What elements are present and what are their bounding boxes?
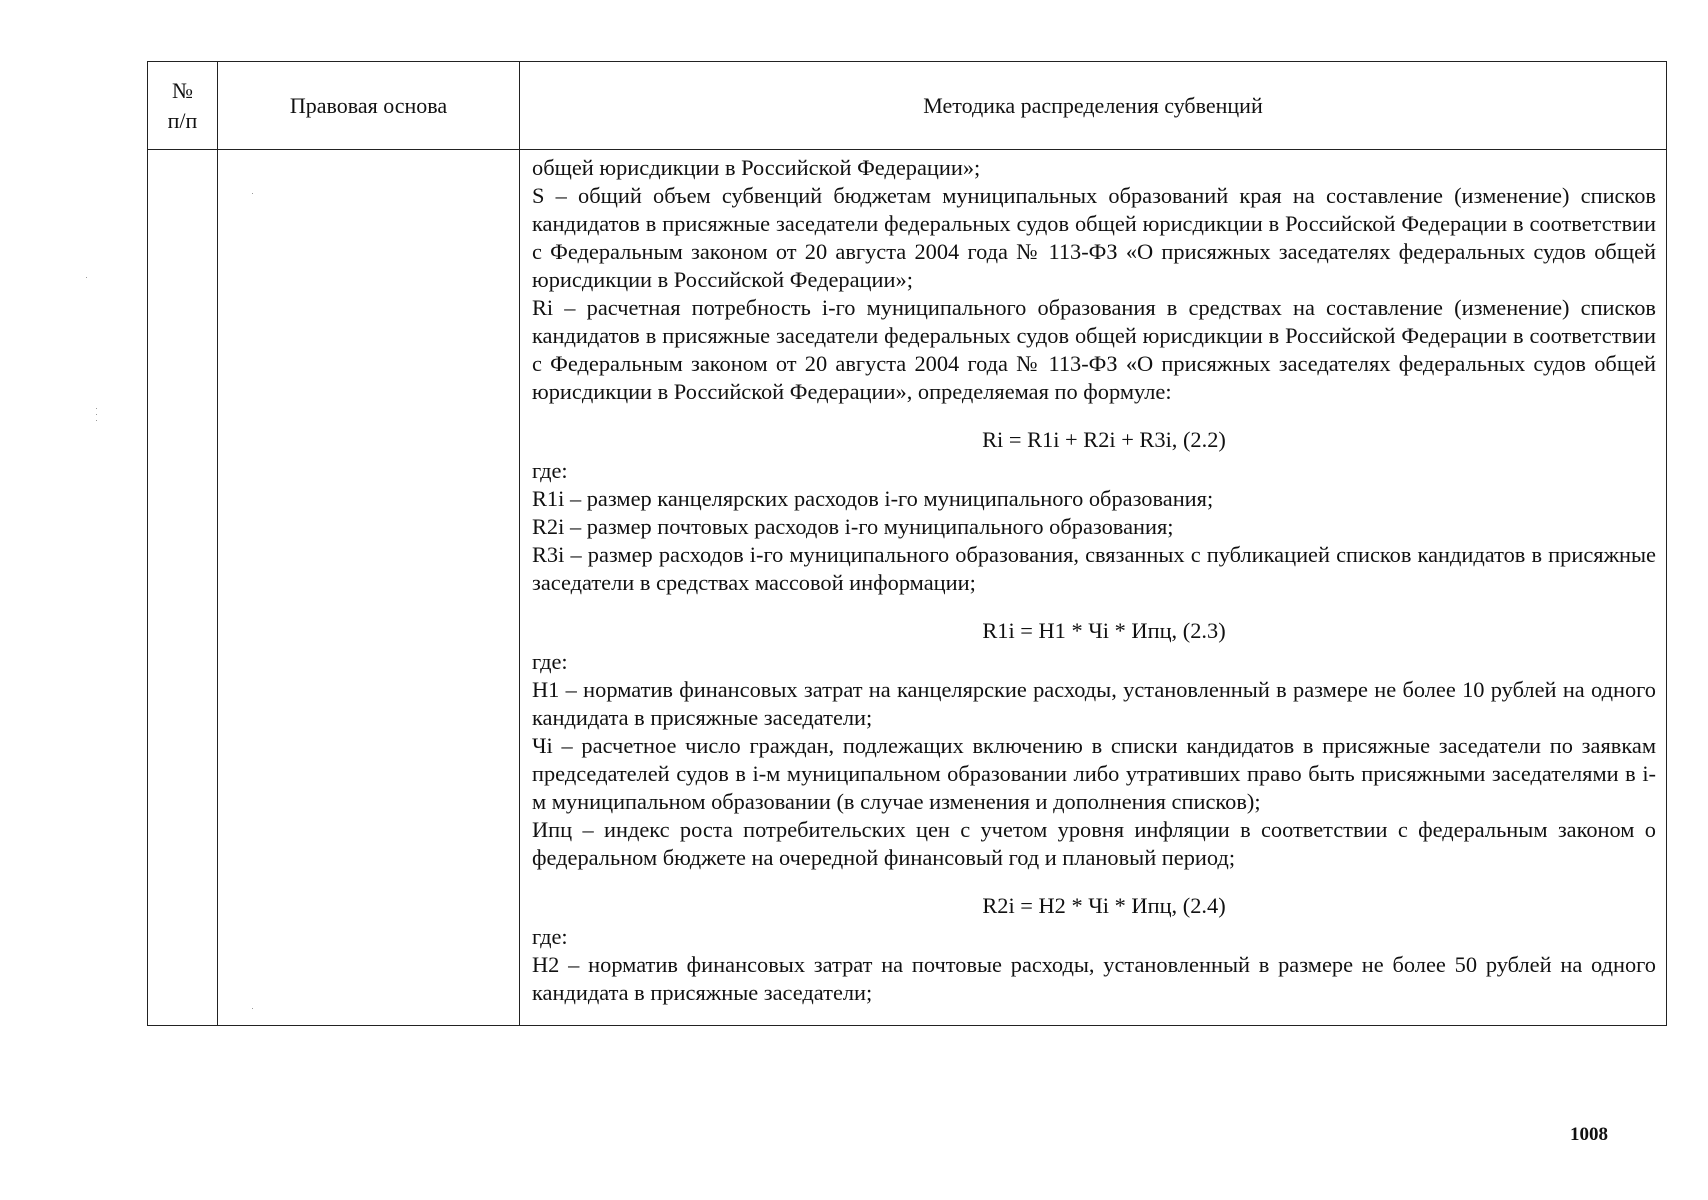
scan-artifact [96, 414, 97, 415]
scan-artifact [86, 277, 87, 278]
paragraph-ipc-definition: Ипц – индекс роста потребительских цен с учетом уровня инфляции в соответствии с федеральным законом о федеральном бюджете на очередной финансовый год и плановый период; [532, 817, 1656, 870]
paragraph-r2i-definition: R2i – размер почтовых расходов i-го муниципального образования; [532, 514, 1174, 539]
header-number [148, 62, 218, 150]
cell-number [148, 150, 218, 1026]
paragraph-n1-definition: Н1 – норматив финансовых затрат на канцелярские расходы, установленный в размере не более 10 рублей на одного кандидата в присяжные заседатели; [532, 677, 1656, 730]
table-row [148, 150, 1667, 1026]
scan-artifact [252, 193, 253, 194]
where-label-2: где: [532, 649, 568, 674]
header-legal-basis: Правовая основа [218, 62, 520, 150]
where-label-1: где: [532, 458, 568, 483]
paragraph-chi-definition: Чi – расчетное число граждан, подлежащих включению в списки кандидатов в присяжные заседатели по заявкам председателей судов в i-м муниципальном образовании либо утративших право быть присяжными заседателями в i-м муниципальном образовании (в случае изменения и дополнения списков); [532, 733, 1656, 814]
scan-artifact [96, 408, 97, 409]
scan-artifact [252, 1008, 253, 1009]
methodology-text [532, 154, 1656, 1007]
header-number-line1: № [172, 77, 193, 103]
page-number: 1008 [1570, 1124, 1608, 1145]
cell-legal-basis [218, 150, 520, 1026]
formula-2-4: R2i = Н2 * Чi * Ипц, (2.4) [982, 893, 1226, 918]
paragraph-n2-definition: Н2 – норматив финансовых затрат на почтовые расходы, установленный в размере не более 50 рублей на одного кандидата в присяжные заседатели; [532, 952, 1656, 1005]
cell-methodology [520, 150, 1667, 1026]
header-number-line2: п/п [167, 107, 198, 133]
where-label-3: где: [532, 924, 568, 949]
header-methodology: Методика распределения субвенций [520, 62, 1667, 150]
formula-2-2: Ri = R1i + R2i + R3i, (2.2) [982, 427, 1226, 452]
scan-artifact [96, 420, 97, 421]
paragraph-continuation: общей юрисдикции в Российской Федерации»; [532, 155, 981, 180]
paragraph-r3i-definition: R3i – размер расходов i-го муниципального образования, связанных с публикацией списков кандидатов в присяжные заседатели в средствах массовой информации; [532, 542, 1656, 595]
paragraph-s-definition: S – общий объем субвенций бюджетам муниципальных образований края на составление (изменение) списков кандидатов в присяжные заседатели федеральных судов общей юрисдикции в Российской Федерации в соответствии с Федеральным законом от 20 августа 2004 года № 113-ФЗ «О присяжных заседателях федеральных судов общей юрисдикции в Российской Федерации»; [532, 183, 1656, 292]
formula-2-3: R1i = Н1 * Чi * Ипц, (2.3) [982, 618, 1226, 643]
paragraph-ri-definition: Ri – расчетная потребность i-го муниципального образования в средствах на составление (изменение) списков кандидатов в присяжные заседатели федеральных судов общей юрисдикции в Российской Федерации в соответствии с Федеральным законом от 20 августа 2004 года № 113-ФЗ «О присяжных заседателях федеральных судов общей юрисдикции в Российской Федерации», определяемая по формуле: [532, 295, 1656, 404]
table-header-row [148, 62, 1667, 150]
distribution-method-table [147, 61, 1667, 1026]
paragraph-r1i-definition: R1i – размер канцелярских расходов i-го муниципального образования; [532, 486, 1214, 511]
